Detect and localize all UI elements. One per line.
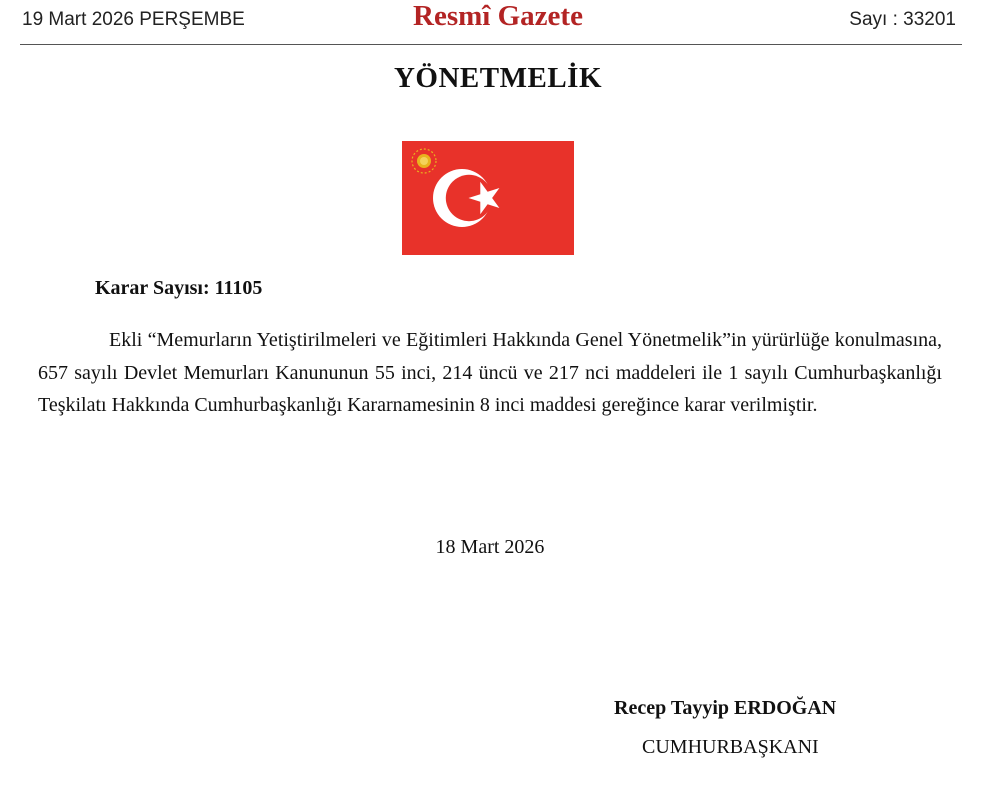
gazette-title: Resmî Gazete	[413, 0, 583, 32]
decision-number: Karar Sayısı: 11105	[95, 277, 263, 299]
issue-date: 19 Mart 2026 PERŞEMBE	[22, 9, 245, 30]
signing-date: 18 Mart 2026	[435, 536, 545, 558]
turkish-flag-icon	[402, 141, 574, 255]
gazette-header	[0, 0, 996, 46]
document-type-heading: YÖNETMELİK	[393, 62, 603, 94]
signer-name: Recep Tayyip ERDOĞAN	[614, 697, 837, 719]
issue-number: Sayı : 33201	[849, 9, 956, 30]
header-divider	[20, 44, 962, 45]
decision-body: Ekli “Memurların Yetiştirilmeleri ve Eğitimleri Hakkında Genel Yönetmelik”in yürürlüğe konulmasına, 657 sayılı Devlet Memurları Kanununun 55 inci, 214 üncü ve 217 nci maddeleri ile 1 sayılı Cumhurbaşkanlığı Teşkilatı Hakkında Cumhurbaşkanlığı Kararnamesinin 8 inci maddesi gereğince karar verilmiştir.	[38, 329, 942, 416]
signer-title: CUMHURBAŞKANI	[642, 736, 819, 758]
